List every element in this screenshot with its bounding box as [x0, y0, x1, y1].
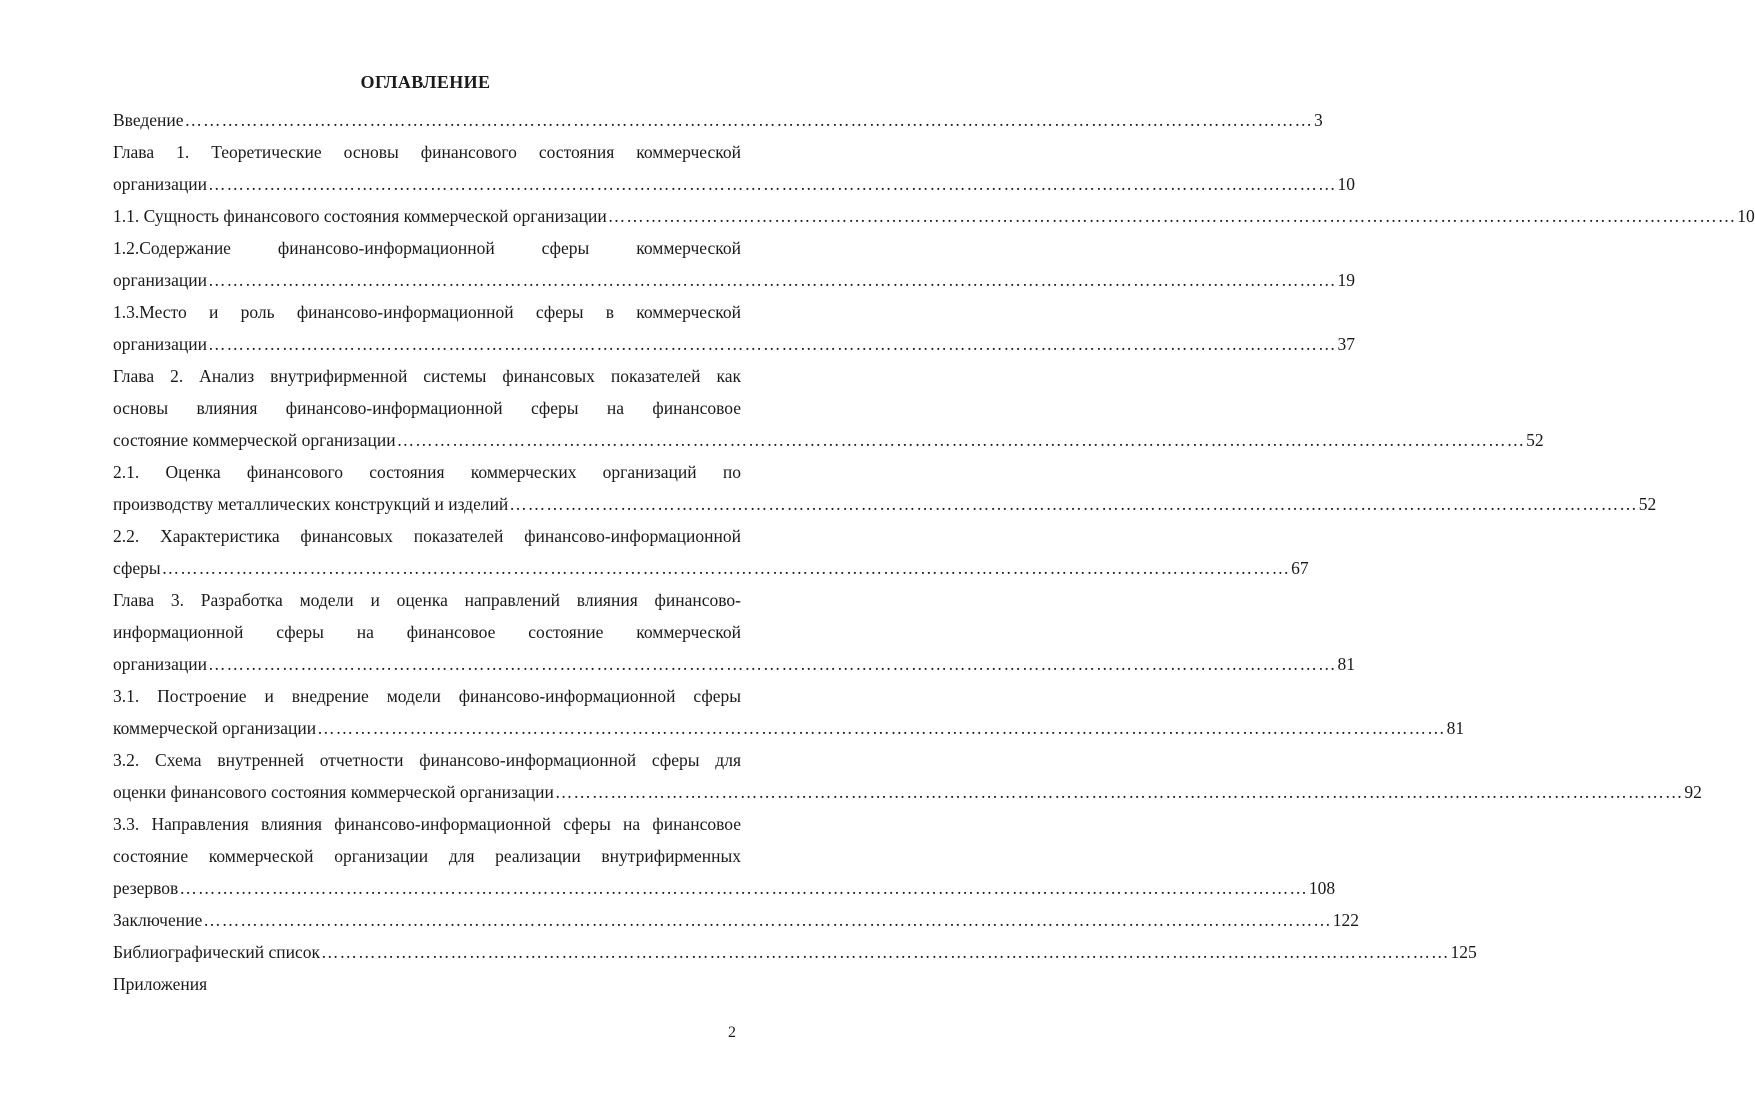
- toc-line: [113, 488, 1657, 520]
- toc-line: [113, 104, 1323, 136]
- toc-entry-text: оценки финансового состояния коммерческой организации: [113, 782, 554, 802]
- toc-page-number: 10: [1737, 206, 1755, 226]
- toc-entry-section-1-3[interactable]: [113, 296, 1355, 360]
- toc-entry-bibliography[interactable]: [113, 936, 1477, 968]
- toc-entry-section-1-2[interactable]: [113, 232, 1355, 296]
- toc-line: [113, 936, 1477, 968]
- dot-leader: …………………………………………………………………………………………………………………………………………………………………: [207, 174, 1337, 194]
- toc-line: [113, 648, 1355, 680]
- toc-line: [113, 552, 1309, 584]
- toc-page-number: 81: [1337, 654, 1355, 674]
- toc-entry-text: Заключение: [113, 910, 203, 930]
- toc-page-number: 108: [1308, 878, 1336, 898]
- toc-line: Глава 1. Теоретические основы финансового состояния коммерческой: [113, 142, 741, 162]
- toc-line: 1.3.Место и роль финансово-информационной сферы в коммерческой: [113, 302, 741, 322]
- toc-entry-chapter-1[interactable]: [113, 136, 1355, 200]
- toc-entry-chapter-3[interactable]: [113, 584, 1355, 680]
- toc-entry-section-1-1[interactable]: [113, 200, 1755, 232]
- toc-page-number: 122: [1332, 910, 1359, 930]
- dot-leader: …………………………………………………………………………………………………………………………………………………………………: [321, 942, 1450, 962]
- toc-entry-text: организации: [113, 654, 207, 674]
- toc-entry-section-3-1[interactable]: [113, 680, 1465, 744]
- dot-leader: …………………………………………………………………………………………………………………………………………………………………: [161, 558, 1291, 578]
- toc-line: Глава 3. Разработка модели и оценка направлений влияния финансово-: [113, 590, 741, 610]
- toc-entry-text: производству металлических конструкций и изделий: [113, 494, 509, 514]
- dot-leader: …………………………………………………………………………………………………………………………………………………………………: [207, 270, 1337, 290]
- toc-line: [113, 328, 1355, 360]
- page-number: 2: [728, 1024, 736, 1041]
- toc-entry-text: Введение: [113, 110, 184, 130]
- toc-line: [113, 168, 1355, 200]
- dot-leader: …………………………………………………………………………………………………………………………………………………………………: [207, 334, 1337, 354]
- toc-line: [113, 904, 1359, 936]
- toc-page-number: 52: [1638, 494, 1657, 514]
- toc-entry-text: организации: [113, 270, 207, 290]
- toc-entry-section-3-3[interactable]: [113, 808, 1336, 904]
- toc-entry-text: резервов: [113, 878, 179, 898]
- toc-entry-text: Библиографический список: [113, 942, 321, 962]
- toc-page-number: 81: [1446, 718, 1465, 738]
- toc-line: основы влияния финансово-информационной сферы на финансовое: [113, 398, 741, 418]
- toc-line: Глава 2. Анализ внутрифирменной системы финансовых показателей как: [113, 366, 741, 386]
- dot-leader: …………………………………………………………………………………………………………………………………………………………………: [184, 110, 1314, 130]
- toc-line: [113, 776, 1702, 808]
- dot-leader: …………………………………………………………………………………………………………………………………………………………………: [509, 494, 1638, 514]
- toc-line: [113, 200, 1755, 232]
- toc-entry-appendix[interactable]: [113, 968, 741, 1000]
- dot-leader: …………………………………………………………………………………………………………………………………………………………………: [203, 910, 1332, 930]
- toc-entry-chapter-2[interactable]: [113, 360, 1544, 456]
- dot-leader: …………………………………………………………………………………………………………………………………………………………………: [607, 206, 1737, 226]
- toc-page-number: 37: [1337, 334, 1355, 354]
- toc-line: [113, 264, 1355, 296]
- toc-page-number: 67: [1291, 558, 1309, 578]
- toc-page-number: 92: [1684, 782, 1702, 802]
- page-title: ОГЛАВЛЕНИЕ: [360, 72, 491, 92]
- toc-entry-text: 1.1. Сущность финансового состояния коммерческой организации: [113, 206, 607, 226]
- toc-entry-text: организации: [113, 174, 207, 194]
- toc-entry-section-2-1[interactable]: [113, 456, 1657, 520]
- toc-entry-section-3-2[interactable]: [113, 744, 1702, 808]
- dot-leader: …………………………………………………………………………………………………………………………………………………………………: [207, 654, 1337, 674]
- toc-page-number: 10: [1337, 174, 1355, 194]
- toc-page-number: 125: [1450, 942, 1477, 962]
- dot-leader: …………………………………………………………………………………………………………………………………………………………………: [396, 430, 1526, 450]
- toc-page-number: 3: [1314, 110, 1323, 130]
- toc-line: состояние коммерческой организации для реализации внутрифирменных: [113, 846, 741, 866]
- toc-line: 2.1. Оценка финансового состояния коммерческих организаций по: [113, 462, 741, 482]
- toc-line: 3.1. Построение и внедрение модели финансово-информационной сферы: [113, 686, 741, 706]
- toc-entry-text: коммерческой организации: [113, 718, 317, 738]
- toc-line: 1.2.Содержание финансово-информационной сферы коммерческой: [113, 238, 741, 258]
- toc-entry-text: состояние коммерческой организации: [113, 430, 396, 450]
- dot-leader: …………………………………………………………………………………………………………………………………………………………………: [554, 782, 1684, 802]
- toc-entry-text: Приложения: [113, 974, 208, 994]
- toc-line: [113, 424, 1544, 456]
- toc-line: 3.2. Схема внутренней отчетности финансово-информационной сферы для: [113, 750, 741, 770]
- toc-page-number: 19: [1337, 270, 1355, 290]
- toc-line: 3.3. Направления влияния финансово-информационной сферы на финансовое: [113, 814, 741, 834]
- toc-entry-text: сферы: [113, 558, 161, 578]
- toc-entry-introduction[interactable]: [113, 104, 1323, 136]
- toc-line: 2.2. Характеристика финансовых показателей финансово-информационной: [113, 526, 741, 546]
- toc-entry-text: организации: [113, 334, 207, 354]
- dot-leader: …………………………………………………………………………………………………………………………………………………………………: [179, 878, 1308, 898]
- toc-page-number: 52: [1526, 430, 1544, 450]
- dot-leader: …………………………………………………………………………………………………………………………………………………………………: [317, 718, 1446, 738]
- toc-line: информационной сферы на финансовое состояние коммерческой: [113, 622, 741, 642]
- toc-entry-conclusion[interactable]: [113, 904, 1359, 936]
- table-of-contents: [113, 104, 1755, 1000]
- toc-line: [113, 872, 1336, 904]
- toc-line: [113, 712, 1465, 744]
- toc-entry-section-2-2[interactable]: [113, 520, 1309, 584]
